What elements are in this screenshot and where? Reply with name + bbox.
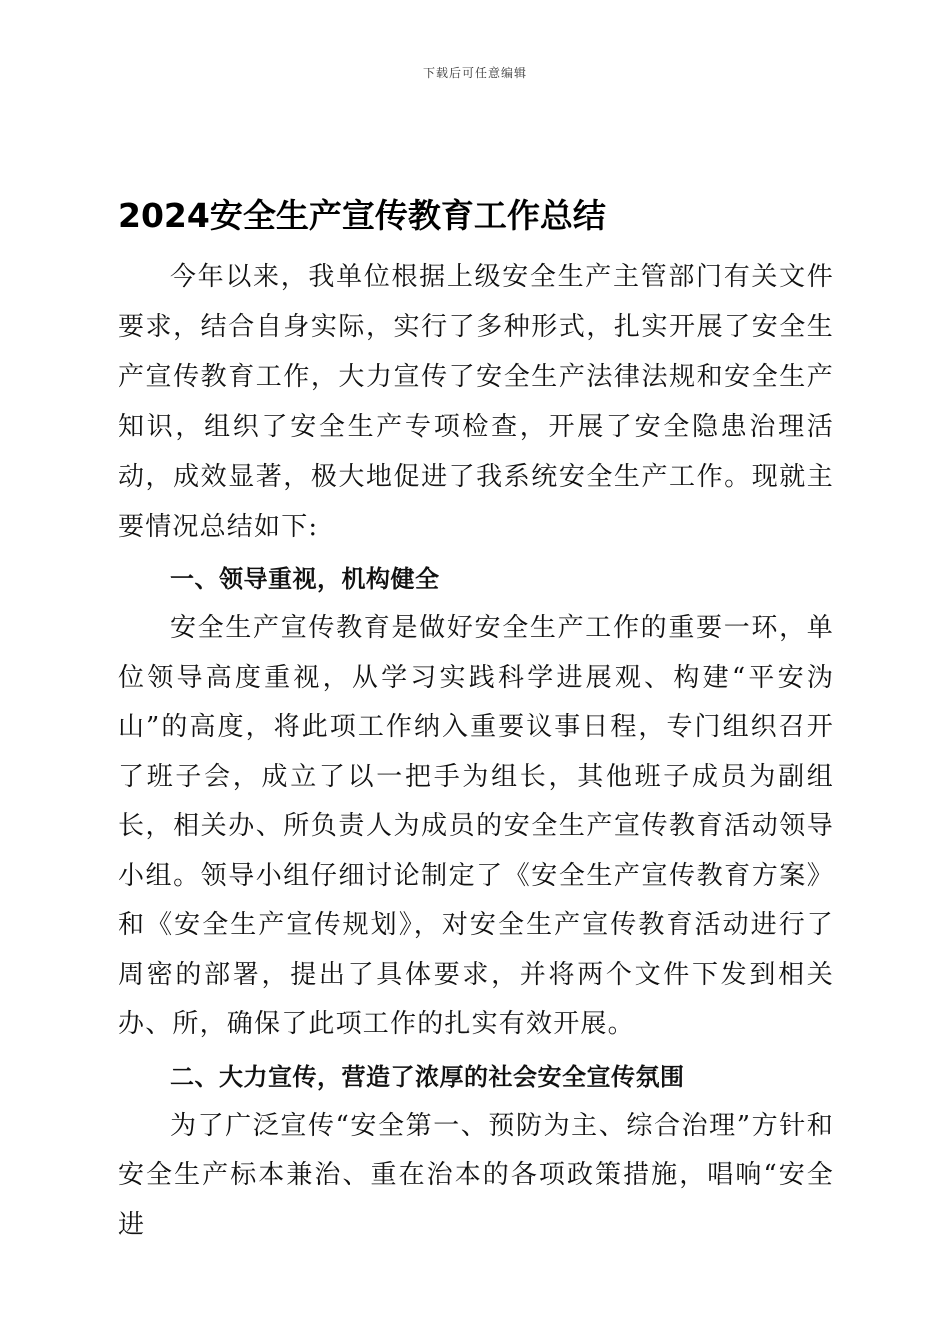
intro-paragraph: 今年以来，我单位根据上级安全生产主管部门有关文件要求，结合自身实际，实行了多种形式，扎实开展了安全生产宣传教育工作，大力宣传了安全生产法律法规和安全生产知识，组织了安全生产专项检查，开展了安全隐患治理活动，成效显著，极大地促进了我系统安全生产工作。现就主要情况总结如下: [118,262,834,542]
section-paragraph-1: 安全生产宣传教育是做好安全生产工作的重要一环，单位领导高度重视，从学习实践科学进展观、构建“平安沩山”的高度，将此项工作纳入重要议事日程，专门组织召开了班子会，成立了以一把手为组长，其他班子成员为副组长，相关办、所负责人为成员的安全生产宣传教育活动领导小组。领导小组仔细讨论制定了《安全生产宣传教育方案》和《安全生产宣传规划》，对安全生产宣传教育活动进行了周密的部署，提出了具体要求，并将两个文件下发到相关办、所，确保了此项工作的扎实有效开展。 [118,613,834,1039]
section-heading-1: 一、领导重视，机构健全 [170,565,440,593]
header-note: 下载后可任意编辑 [422,66,527,80]
document-title: 2024安全生产宣传教育工作总结 [118,196,606,236]
document-body [118,252,834,1250]
section-paragraph-2: 为了广泛宣传“安全第一、预防为主、综合治理”方针和安全生产标本兼治、重在治本的各项政策措施，唱响“安全进 [118,1110,834,1240]
section-heading-2: 二、大力宣传，营造了浓厚的社会安全宣传氛围 [170,1062,685,1091]
